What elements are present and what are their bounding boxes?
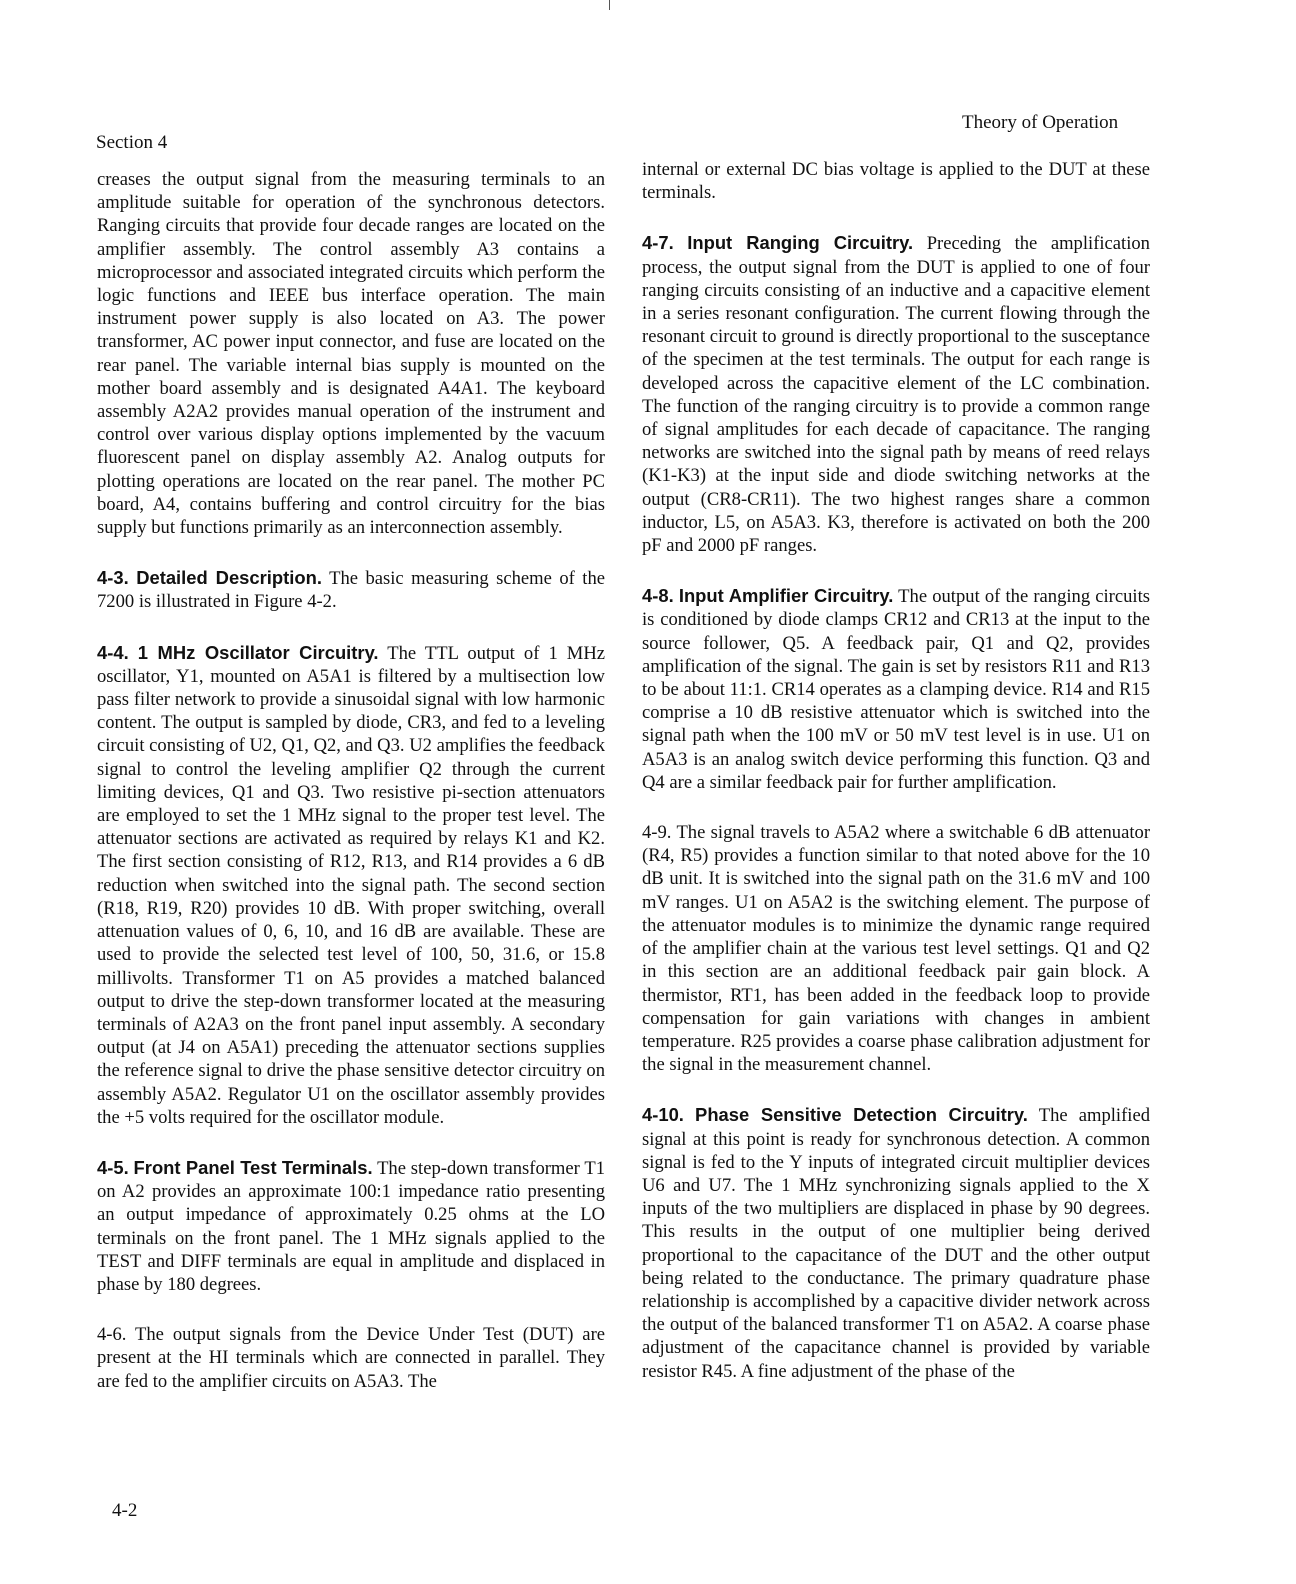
section-4-9 — [642, 821, 1150, 1076]
section-4-8 — [642, 584, 1150, 794]
continued-paragraph: internal or external DC bias voltage is applied to the DUT at these terminals. — [642, 159, 1150, 204]
section-number: 4-3. — [97, 567, 129, 589]
section-body: The TTL output of 1 MHz oscillator, Y1, mounted on A5A1 is filtered by a multisection low pass filter network to provide a sinusoidal signal with low harmonic content. The output is sampled by diode, CR3, and fed to a leveling circuit consisting of U2, Q1, Q2, and Q3. U2 amplifies the feedback signal to control the leveling amplifier Q2 through the current limiting devices, Q1 and Q3. Two resistive pi-section attenuators are employed to set the 1 MHz signal to the proper test level. The attenuator sections are activated as required by relays K1 and K2. The first section consisting of R12, R13, and R14 provides a 6 dB reduction when switched into the signal path. The second section (R18, R19, R20) provides 10 dB. With proper switching, overall attenuation values of 0, 6, 10, and 16 dB are available. These are used to provide the selected test level of 100, 50, 31.6, or 15.8 millivolts. Transformer T1 on A5 provides a matched balanced output to drive the step-down transformer located at the measuring terminals of A2A3 on the front panel input assembly. A secondary output (at J4 on A5A1) preceding the attenuator sections supplies the reference signal to drive the phase sensitive detector circuitry on assembly A5A2. Regulator U1 on the oscillator assembly provides the +5 volts required for the oscillator module. — [97, 642, 606, 1128]
section-heading: 1 MHz Oscillator Circuitry. — [137, 641, 379, 663]
section-heading: Phase Sensitive Detection Circuitry. — [695, 1104, 1028, 1126]
section-heading: Input Amplifier Circuitry. — [678, 585, 894, 607]
section-4-7 — [642, 231, 1150, 557]
section-number: 4-10. — [642, 1104, 684, 1126]
section-4-10 — [642, 1103, 1150, 1382]
right-column — [642, 158, 1150, 1383]
section-number: 4-6. — [97, 1324, 127, 1346]
section-4-5 — [97, 1156, 605, 1296]
chapter-title: Theory of Operation — [962, 112, 1119, 133]
section-body: The amplified signal at this point is ready for synchronous detection. A common signal is fed to the Y inputs of integrated circuit multiplier devices U6 and U7. The 1 MHz synchronizing signals applied to the X inputs of the two multipliers are displaced in phase by 90 degrees. This results in the output of one multiplier being derived proportional to the capacitance of the DUT and the other output being related to the conductance. The primary quadrature phase relationship is accomplished by a capacitive divider network across the output of the balanced transformer T1 on A5A2. A coarse phase adjustment of the capacitance channel is provided by variable resistor R45. A fine adjustment of the phase of the — [642, 1105, 1151, 1382]
section-body: The signal travels to A5A2 where a switchable 6 dB attenuator (R4, R5) provides a function similar to that noted above for the 10 dB unit. It is switched into the signal path on the 31.6 mV and 100 mV ranges. U1 on A5A2 is the switching element. The purpose of the attenuator modules is to minimize the dynamic range required of the amplifier chain at the various test level settings. Q1 and Q2 in this section are an additional feedback pair gain block. A thermistor, RT1, has been added in the feedback loop to provide compensation for gain variations with changes in ambient temperature. R25 provides a coarse phase calibration adjustment for the signal in the measurement channel. — [642, 822, 1151, 1076]
intro-paragraph: creases the output signal from the measuring terminals to an amplitude suitable for operation of the synchronous detectors. Ranging circuits that provide four decade ranges are located on the amplifier assembly. The control assembly A3 contains a microprocessor and associated integrated circuits which perform the logic functions and IEEE bus interface operation. The main instrument power supply is also located on A3. The power transformer, AC power input connector, and fuse are located on the rear panel. The variable internal bias supply is mounted on the mother board assembly and is designated A4A1. The keyboard assembly A2A2 provides manual operation of the instrument and control over various display options implemented by the vacuum fluorescent panel on display assembly A2. Analog outputs for plotting operations are located on the rear panel. The mother PC board, A4, contains buffering and control circuitry for the bias supply but functions primarily as an interconnection assembly. — [97, 169, 605, 539]
section-number: 4-8. — [642, 585, 674, 607]
section-4-3 — [97, 566, 605, 613]
left-column — [97, 168, 605, 1393]
section-heading: Detailed Description. — [136, 567, 322, 589]
section-number: 4-9. — [642, 822, 672, 844]
section-heading: Input Ranging Circuitry. — [687, 232, 914, 254]
section-number: 4-5. — [97, 1156, 129, 1178]
page-number: 4-2 — [112, 1500, 138, 1521]
section-label: Section 4 — [96, 132, 168, 153]
section-body: Preceding the amplification process, the output signal from the DUT is applied to one of four ranging circuits consisting of an inductive and a capacitive element in a series resonant configuration. The current flowing through the resonant circuit to ground is directly proportional to the susceptance of the specimen at the test terminals. The output for each range is developed across the capacitive element of the LC combination. The function of the ranging circuitry is to provide a common range of signal amplitudes for each decade of capacitance. The ranging networks are switched into the signal path by means of reed relays (K1-K3) at the input side and diode switching networks at the output (CR8-CR11). The two highest ranges share a common inductor, L5, on A5A3. K3, therefore is activated on both the 200 pF and 2000 pF ranges. — [642, 233, 1150, 557]
section-body: The output of the ranging circuits is conditioned by diode clamps CR12 and CR13 at the input to the source follower, Q5. A feedback pair, Q1 and Q2, provides amplification of the signal. The gain is set by resistors R11 and R13 to be about 11:1. CR14 operates as a clamping device. R14 and R15 comprise a 10 dB resistive attenuator which is switched into the signal path when the 100 mV or 50 mV test level is in use. U1 on A5A3 is an analog switch device performing this function. Q3 and Q4 are a similar feedback pair for further amplification. — [642, 586, 1150, 793]
section-body: The step-down transformer T1 on A2 provides an approximate 100:1 impedance ratio presenting an output impedance of approximately 0.25 ohms at the LO terminals on the front panel. The 1 MHz signals applied to the TEST and DIFF terminals are equal in amplitude and displaced in phase by 180 degrees. — [97, 1157, 605, 1295]
section-heading: Front Panel Test Terminals. — [133, 1156, 373, 1178]
section-body: The basic measuring scheme of the 7200 is illustrated in Figure 4-2. — [97, 568, 605, 613]
section-number: 4-4. — [97, 641, 129, 663]
section-body: The output signals from the Device Under Test (DUT) are present at the HI terminals which are connected in parallel. They are fed to the amplifier circuits on A5A3. The — [97, 1324, 606, 1392]
scan-mark — [609, 0, 610, 10]
section-4-4 — [97, 641, 605, 1129]
section-number: 4-7. — [642, 232, 674, 254]
section-4-6 — [97, 1323, 605, 1393]
